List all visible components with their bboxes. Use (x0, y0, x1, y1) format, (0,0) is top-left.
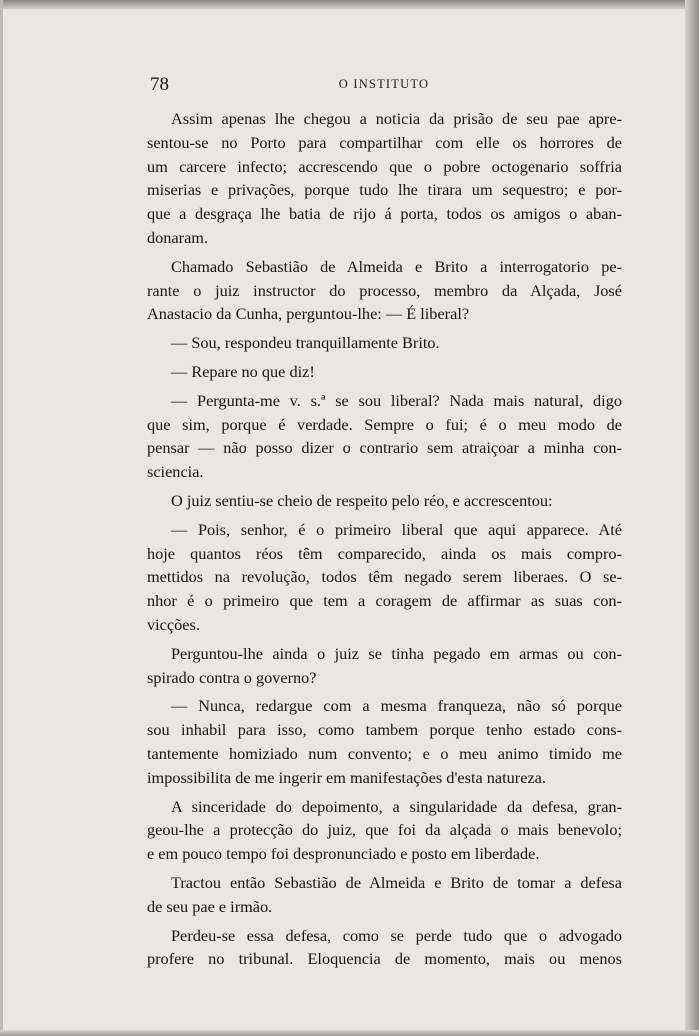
text-line: pensar — não posso dizer o contrario sem atraiçoar a minha con- (147, 438, 622, 458)
text-line: Assim apenas lhe chegou a noticia da prisão de seu pae apre- (171, 109, 622, 128)
text-line: O juiz sentiu-se cheio de respeito pelo réo, e accrescentou: (171, 490, 553, 510)
journal-title: O INSTITUTO (338, 77, 430, 91)
scan-edge-right (685, 0, 699, 1036)
text-line: que a desgraça lhe batia de rijo á porta, todos os amigos o aban- (147, 204, 622, 224)
body-text (147, 107, 622, 971)
running-head (146, 74, 622, 98)
page-number: 78 (150, 74, 169, 95)
text-line: impossibilita de me ingerir em manifestações d'esta natureza. (147, 767, 546, 787)
text-line: — Sou, respondeu tranquillamente Brito. (171, 333, 440, 353)
text-line: — Repare no que diz! (171, 361, 315, 381)
scan-edge-bottom (0, 1030, 699, 1036)
text-line: e em pouco tempo foi despronunciado e posto em liberdade. (147, 844, 540, 864)
text-line: mettidos na revolução, todos têm negado serem liberaes. O se- (147, 567, 622, 587)
text-line: rante o juiz instructor do processo, membro da Alçada, José (147, 280, 622, 300)
text-line: miserias e privações, porque tudo lhe tirara um sequestro; e por- (147, 180, 622, 200)
text-line: vicções. (147, 614, 200, 634)
text-line: Perguntou-lhe ainda o juiz se tinha pegado em armas ou con- (171, 643, 622, 663)
text-line: Tractou então Sebastião de Almeida e Brito de tomar a defesa (171, 872, 622, 892)
text-line: hoje quantos réos têm comparecido, ainda os mais compro- (147, 543, 622, 563)
text-line: — Pergunta-me v. s.ª se sou liberal? Nada mais natural, digo (171, 390, 622, 410)
text-line: — Nunca, redargue com a mesma franqueza, não só porque (171, 696, 622, 716)
text-line: Perdeu-se essa defesa, como se perde tudo que o advogado (171, 925, 622, 945)
text-line: geou-lhe a protecção do juiz, que foi da alçada o mais benevolo; (147, 820, 622, 840)
text-line: sentou-se no Porto para compartilhar com elle os horrores de (147, 132, 622, 152)
text-line: A sinceridade do depoimento, a singularidade da defesa, gran- (171, 796, 622, 816)
text-line: nhor é o primeiro que tem a coragem de affirmar as suas con- (147, 591, 622, 611)
text-line: que sim, porque é verdade. Sempre o fui; é o meu modo de (147, 414, 622, 434)
scan-edge-left (0, 0, 3, 1036)
text-line: um carcere infecto; accrescendo que o pobre octogenario soffria (147, 156, 622, 176)
text-line: sou inhabil para isso, como tambem porque tenho estado cons- (147, 720, 622, 740)
scan-edge-top (0, 0, 699, 9)
text-line: sciencia. (147, 462, 204, 482)
text-line: donaram. (147, 227, 209, 247)
text-line: de seu pae e irmão. (147, 896, 273, 916)
text-line: Chamado Sebastião de Almeida e Brito a interrogatorio pe- (171, 256, 622, 276)
text-line: Anastacio da Cunha, perguntou-lhe: — É liberal? (147, 304, 470, 324)
text-line: profere no tribunal. Eloquencia de momento, mais ou menos (147, 949, 622, 969)
text-line: spirado contra o governo? (147, 667, 317, 687)
text-line: — Pois, senhor, é o primeiro liberal que aqui apparece. Até (171, 519, 622, 539)
text-line: tantemente homiziado num convento; e o meu animo timido me (147, 743, 622, 763)
